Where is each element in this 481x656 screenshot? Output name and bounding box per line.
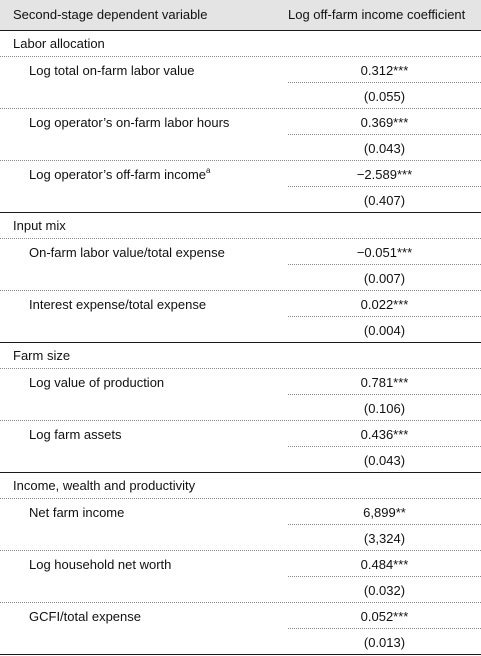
standard-error-value: (0.004) — [363, 323, 406, 338]
coefficient-value: −0.051*** — [356, 245, 413, 260]
table-header — [0, 0, 481, 31]
row-label-text: Log total on-farm labor value — [29, 63, 195, 78]
row-label — [29, 167, 211, 182]
section-header — [0, 30, 481, 56]
standard-error-value: (3,324) — [363, 531, 406, 546]
row-label-text: Log farm assets — [29, 427, 122, 442]
standard-error-value: (0.043) — [363, 453, 406, 468]
cell-rule — [288, 316, 481, 317]
coefficient-value: 0.369*** — [360, 115, 409, 130]
table-row — [0, 368, 481, 420]
row-label-text: Net farm income — [29, 505, 125, 520]
row-label — [29, 245, 225, 260]
section-title: Farm size — [13, 348, 71, 363]
section-title: Labor allocation — [13, 36, 105, 51]
table-row — [0, 160, 481, 212]
standard-error-value: (0.007) — [363, 271, 406, 286]
row-label — [29, 297, 206, 312]
coefficient-value: 0.436*** — [360, 427, 409, 442]
row-label-text: Log operator’s on-farm labor hours — [29, 115, 230, 130]
row-label-text: On-farm labor value/total expense — [29, 245, 225, 260]
section-header — [0, 472, 481, 498]
header-dependent-variable: Second-stage dependent variable — [13, 7, 208, 22]
row-label — [29, 115, 229, 130]
coefficient-value: −2.589*** — [356, 167, 413, 182]
section-header — [0, 212, 481, 238]
standard-error-value: (0.407) — [363, 193, 406, 208]
cell-rule — [288, 446, 481, 447]
row-label-text: GCFI/total expense — [29, 609, 141, 624]
coefficient-value: 0.781*** — [360, 375, 409, 390]
section-title: Input mix — [13, 218, 66, 233]
table-row — [0, 498, 481, 550]
standard-error-value: (0.013) — [363, 635, 406, 650]
standard-error-value: (0.032) — [363, 583, 406, 598]
table-row — [0, 602, 481, 654]
row-label — [29, 375, 164, 390]
cell-rule — [288, 186, 481, 187]
row-label — [29, 609, 141, 624]
row-label-text: Log operator’s off-farm income — [29, 167, 207, 182]
row-label — [29, 63, 194, 78]
table-row — [0, 108, 481, 160]
footnote-marker: a — [206, 166, 211, 175]
cell-rule — [288, 134, 481, 135]
cell-rule — [288, 394, 481, 395]
standard-error-value: (0.106) — [363, 401, 406, 416]
row-label — [29, 427, 122, 442]
coefficient-value: 0.484*** — [360, 557, 409, 572]
table-row — [0, 238, 481, 290]
cell-rule — [288, 576, 481, 577]
section-title: Income, wealth and productivity — [13, 478, 196, 493]
standard-error-value: (0.043) — [363, 141, 406, 156]
row-label-text: Interest expense/total expense — [29, 297, 207, 312]
table-row — [0, 550, 481, 602]
standard-error-value: (0.055) — [363, 89, 406, 104]
table-row — [0, 420, 481, 472]
row-label — [29, 557, 171, 572]
coefficient-value: 6,899** — [363, 505, 406, 520]
row-label — [29, 505, 124, 520]
section-header — [0, 342, 481, 368]
cell-rule — [288, 264, 481, 265]
coefficient-value: 0.052*** — [360, 609, 409, 624]
table-row — [0, 290, 481, 342]
cell-rule — [288, 82, 481, 83]
header-coefficient: Log off-farm income coefficient — [288, 7, 466, 22]
table-bottom-rule — [0, 654, 481, 655]
cell-rule — [288, 524, 481, 525]
cell-rule — [288, 628, 481, 629]
coefficient-value: 0.022*** — [360, 297, 409, 312]
coefficient-value: 0.312*** — [360, 63, 409, 78]
table-row — [0, 56, 481, 108]
row-label-text: Log household net worth — [29, 557, 172, 572]
row-label-text: Log value of production — [29, 375, 165, 390]
